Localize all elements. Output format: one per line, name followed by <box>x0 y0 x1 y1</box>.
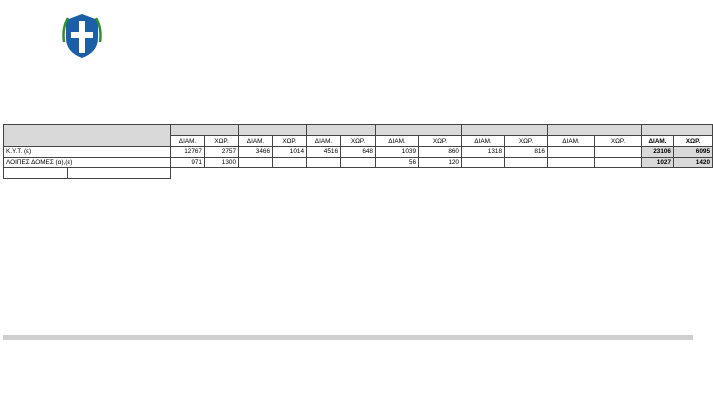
col-header: ΧΩΡ. <box>674 136 713 147</box>
table-cell <box>307 157 341 168</box>
table-cell <box>341 157 376 168</box>
island-header <box>376 125 462 136</box>
table-cell: 3466 <box>239 147 273 158</box>
footnotes <box>3 335 693 340</box>
row-label <box>4 168 68 179</box>
row-label: Κ.Υ.Τ. (ε) <box>4 147 171 158</box>
table-cell: 56 <box>376 157 419 168</box>
table-row <box>4 147 713 158</box>
col-header: ΔΙΑΜ. <box>376 136 419 147</box>
island-header <box>462 125 548 136</box>
island-header <box>307 125 376 136</box>
table-cell: 1027 <box>642 157 674 168</box>
island-header <box>239 125 307 136</box>
table-cell: 816 <box>505 147 548 158</box>
row-label: ΛΟΙΠΕΣ ΔΟΜΕΣ (α),(ε) <box>4 157 171 168</box>
col-header: ΧΩΡ. <box>205 136 239 147</box>
table-cell: 2757 <box>205 147 239 158</box>
col-header: ΧΩΡ. <box>505 136 548 147</box>
col-header: ΧΩΡ. <box>341 136 376 147</box>
greek-emblem-icon <box>62 12 102 60</box>
col-header: ΔΙΑΜ. <box>642 136 674 147</box>
col-header: ΧΩΡ. <box>273 136 307 147</box>
table-cell: 860 <box>419 147 462 158</box>
table-cell <box>595 147 642 158</box>
table-cell: 120 <box>419 157 462 168</box>
col-header: ΔΙΑΜ. <box>307 136 341 147</box>
table-cell <box>595 157 642 168</box>
island-header <box>548 125 642 136</box>
island-header <box>642 125 713 136</box>
table-cell: 1420 <box>674 157 713 168</box>
col-header: ΧΩΡ. <box>419 136 462 147</box>
col-header: ΧΩΡ. <box>595 136 642 147</box>
islands-table <box>3 124 713 179</box>
table-cell <box>548 147 595 158</box>
col-header: ΔΙΑΜ. <box>239 136 273 147</box>
col-header: ΔΙΑΜ. <box>462 136 505 147</box>
table-cell: 1318 <box>462 147 505 158</box>
table-cell <box>462 157 505 168</box>
col-header: ΔΙΑΜ. <box>171 136 205 147</box>
table-cell <box>548 157 595 168</box>
table-cell: 6095 <box>674 147 713 158</box>
col-header: ΔΙΑΜ. <box>548 136 595 147</box>
table-cell: 971 <box>171 157 205 168</box>
area-header <box>4 125 171 147</box>
table-cell <box>273 157 307 168</box>
table-cell <box>239 157 273 168</box>
table-cell: 1039 <box>376 147 419 158</box>
table-cell: 23106 <box>642 147 674 158</box>
row-label <box>68 168 171 179</box>
table-cell: 12767 <box>171 147 205 158</box>
table-cell: 4516 <box>307 147 341 158</box>
table-cell: 1014 <box>273 147 307 158</box>
table-row <box>4 157 713 168</box>
table-cell <box>505 157 548 168</box>
table-row <box>4 168 713 179</box>
table-cell: 648 <box>341 147 376 158</box>
table-cell: 1300 <box>205 157 239 168</box>
island-header <box>171 125 239 136</box>
footnote <box>3 339 693 340</box>
table-header-row <box>4 125 713 136</box>
